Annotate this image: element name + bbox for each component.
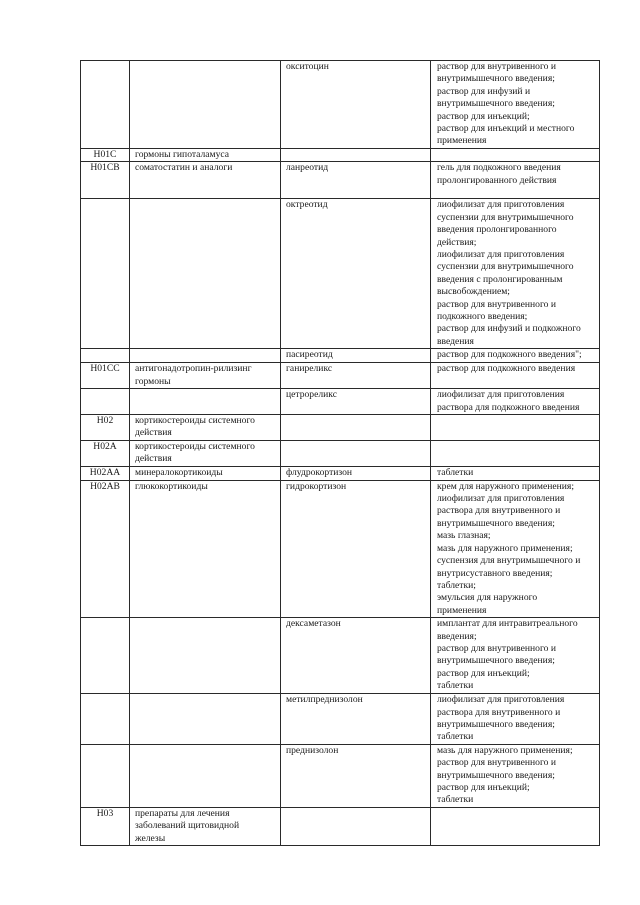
dosage-form-line: раствор для внутривенного и [437, 61, 556, 72]
dosage-form-cell [431, 466, 600, 480]
table-row [81, 694, 600, 745]
drug-name-line: цетрореликс [286, 389, 337, 401]
dosage-form-line: лиофилизат для приготовления [437, 694, 565, 706]
atc-code-cell: H02 [81, 415, 130, 441]
anatomical-group-line: кортикостероиды системного [135, 415, 255, 427]
anatomical-group-cell [130, 149, 281, 162]
dosage-form-line: суспензии для внутримышечного [437, 261, 574, 273]
dosage-form-line: таблетки [437, 731, 474, 743]
dosage-form-line: внутримышечного введения; [437, 769, 555, 781]
anatomical-group-cell [130, 466, 281, 480]
dosage-form-line: внутримышечного введения; [437, 73, 555, 85]
dosage-form-cell [431, 389, 600, 415]
drug-name-line: дексаметазон [286, 618, 341, 630]
drug-name-cell [281, 618, 431, 694]
dosage-form-line: лиофилизат для приготовления [437, 493, 565, 505]
anatomical-group-cell [130, 744, 281, 807]
table-row [81, 363, 600, 389]
anatomical-group-cell [130, 199, 281, 349]
table-row [81, 199, 600, 349]
drug-name-line: преднизолон [286, 744, 339, 756]
dosage-form-line: раствора для внутривенного и [437, 505, 561, 517]
dosage-form-line: лиофилизат для приготовления [437, 199, 565, 211]
dosage-form-line: применения [437, 604, 487, 616]
table-row [81, 149, 600, 162]
drug-name-cell [281, 440, 431, 466]
atc-code-cell [81, 694, 130, 745]
dosage-form-line: внутримышечного введения; [437, 655, 555, 667]
dosage-form-line: раствор для внутривенного и [437, 298, 556, 310]
dosage-form-cell [431, 694, 600, 745]
dosage-form-line: введения [437, 335, 474, 347]
dosage-form-line: гель для подкожного введения [437, 162, 561, 174]
anatomical-group-cell [130, 349, 281, 363]
table-row [81, 480, 600, 617]
anatomical-group-line: кортикостероиды системного [135, 440, 255, 452]
dosage-form-cell [431, 162, 600, 199]
dosage-form-line: раствор для инъекций; [437, 667, 530, 679]
dosage-form-cell [431, 618, 600, 694]
drug-name-cell [281, 415, 431, 441]
anatomical-group-cell [130, 694, 281, 745]
dosage-form-line: мазь глазная; [437, 530, 491, 542]
dosage-form-line: раствор для подкожного введения"; [437, 349, 582, 361]
atc-code-cell [81, 389, 130, 415]
atc-code-cell [81, 349, 130, 363]
drug-name-line: ганиреликс [286, 363, 333, 375]
drug-name-cell [281, 61, 431, 149]
dosage-form-cell [431, 199, 600, 349]
drug-name-cell [281, 363, 431, 389]
dosage-form-line: раствор для инфузий и подкожного [437, 323, 581, 335]
table-row [81, 807, 600, 845]
dosage-form-cell [431, 480, 600, 617]
dosage-form-line: суспензия для внутримышечного и [437, 555, 581, 567]
dosage-form-cell [431, 349, 600, 363]
atc-code-cell: H01CB [81, 162, 130, 199]
anatomical-group-line: глюкокортикоиды [135, 480, 208, 492]
dosage-form-cell [431, 807, 600, 845]
atc-code-cell [81, 199, 130, 349]
table-row [81, 415, 600, 441]
drug-name-line: пасиреотид [286, 349, 333, 361]
dosage-form-line: эмульсия для наружного [437, 592, 538, 604]
anatomical-group-cell [130, 415, 281, 441]
drug-name-cell [281, 162, 431, 199]
dosage-form-line: раствора для подкожного введения [437, 401, 580, 413]
dosage-form-line: раствор для внутривенного и [437, 642, 556, 654]
dosage-form-line: применения [437, 135, 487, 147]
atc-code-cell: H02A [81, 440, 130, 466]
table-row [81, 349, 600, 363]
anatomical-group-cell [130, 389, 281, 415]
dosage-form-line: раствор для подкожного введения [437, 363, 576, 375]
atc-code-cell: H01C [81, 149, 130, 162]
drug-name-cell [281, 480, 431, 617]
anatomical-group-cell [130, 363, 281, 389]
atc-code-cell: H02AB [81, 480, 130, 617]
dosage-form-line: подкожного введения; [437, 311, 528, 323]
dosage-form-line: внутримышечного введения; [437, 98, 555, 110]
drug-name-cell [281, 389, 431, 415]
anatomical-group-line: действия [135, 427, 172, 439]
dosage-form-line: раствор для инфузий и [437, 85, 531, 97]
dosage-form-line: таблетки; [437, 579, 476, 591]
drug-name-line: ланреотид [286, 162, 329, 174]
anatomical-group-line: антигонадотропин-рилизинг [135, 363, 252, 375]
anatomical-group-line: железы [135, 832, 166, 844]
dosage-form-line: крем для наружного применения; [437, 480, 574, 492]
anatomical-group-cell [130, 440, 281, 466]
dosage-form-line: имплантат для интравитреального [437, 618, 578, 630]
drug-name-line: окситоцин [286, 61, 329, 72]
dosage-form-line: введения пролонгированного [437, 224, 557, 236]
dosage-form-line: таблетки [437, 680, 474, 692]
atc-code-cell: H03 [81, 807, 130, 845]
dosage-form-cell [431, 744, 600, 807]
drug-name-line: метилпреднизолон [286, 694, 363, 706]
dosage-form-cell [431, 61, 600, 149]
anatomical-group-line: минералокортикоиды [135, 466, 223, 478]
table-row [81, 61, 600, 149]
table-row [81, 744, 600, 807]
dosage-form-line: лиофилизат для приготовления [437, 249, 565, 261]
dosage-form-line: таблетки [437, 466, 474, 478]
drug-name-cell [281, 466, 431, 480]
dosage-form-line: пролонгированного действия [437, 174, 557, 186]
drug-name-cell [281, 199, 431, 349]
dosage-form-line: раствора для внутривенного и [437, 706, 561, 718]
dosage-form-cell [431, 415, 600, 441]
dosage-form-cell [431, 363, 600, 389]
dosage-form-line: введения; [437, 630, 477, 642]
drug-name-line: октреотид [286, 199, 328, 211]
dosage-form-line: таблетки [437, 794, 474, 806]
dosage-form-line: введения с пролонгированным [437, 273, 563, 285]
anatomical-group-cell [130, 162, 281, 199]
anatomical-group-line: препараты для лечения [135, 807, 230, 819]
atc-code-cell [81, 744, 130, 807]
dosage-form-line: действия; [437, 236, 477, 248]
atc-code-cell: H01CC [81, 363, 130, 389]
drug-name-cell [281, 694, 431, 745]
drug-name-cell [281, 807, 431, 845]
drug-classification-table [80, 60, 600, 846]
atc-code-cell [81, 61, 130, 149]
dosage-form-line: внутримышечного введения; [437, 517, 555, 529]
dosage-form-line: лиофилизат для приготовления [437, 389, 565, 401]
dosage-form-line: мазь для наружного применения; [437, 744, 573, 756]
table-row [81, 440, 600, 466]
drug-name-cell [281, 149, 431, 162]
dosage-form-line: высвобождением; [437, 286, 510, 298]
anatomical-group-cell [130, 480, 281, 617]
anatomical-group-line: гормоны гипоталамуса [135, 149, 230, 160]
atc-code-cell: H02AA [81, 466, 130, 480]
dosage-form-line: раствор для инъекций и местного [437, 123, 575, 135]
dosage-form-line: суспензии для внутримышечного [437, 211, 574, 223]
table-row [81, 466, 600, 480]
dosage-form-line: внутрисуставного введения; [437, 567, 553, 579]
dosage-form-cell [431, 149, 600, 162]
dosage-form-line: раствор для инъекций; [437, 110, 530, 122]
table-row [81, 618, 600, 694]
dosage-form-line: раствор для инъекций; [437, 781, 530, 793]
dosage-form-line: раствор для внутривенного и [437, 757, 556, 769]
atc-code-cell [81, 618, 130, 694]
dosage-form-line: мазь для наружного применения; [437, 542, 573, 554]
anatomical-group-line: соматостатин и аналоги [135, 162, 233, 174]
anatomical-group-cell [130, 61, 281, 149]
table-row [81, 389, 600, 415]
anatomical-group-line: заболеваний щитовидной [135, 820, 240, 832]
drug-name-line: флудрокортизон [286, 466, 353, 478]
drug-name-cell [281, 349, 431, 363]
dosage-form-line: внутримышечного введения; [437, 718, 555, 730]
anatomical-group-cell [130, 807, 281, 845]
table-body [81, 61, 600, 846]
anatomical-group-cell [130, 618, 281, 694]
anatomical-group-line: действия [135, 453, 172, 465]
dosage-form-cell [431, 440, 600, 466]
drug-name-cell [281, 744, 431, 807]
anatomical-group-line: гормоны [135, 375, 171, 387]
drug-name-line: гидрокортизон [286, 480, 347, 492]
table-row [81, 162, 600, 199]
